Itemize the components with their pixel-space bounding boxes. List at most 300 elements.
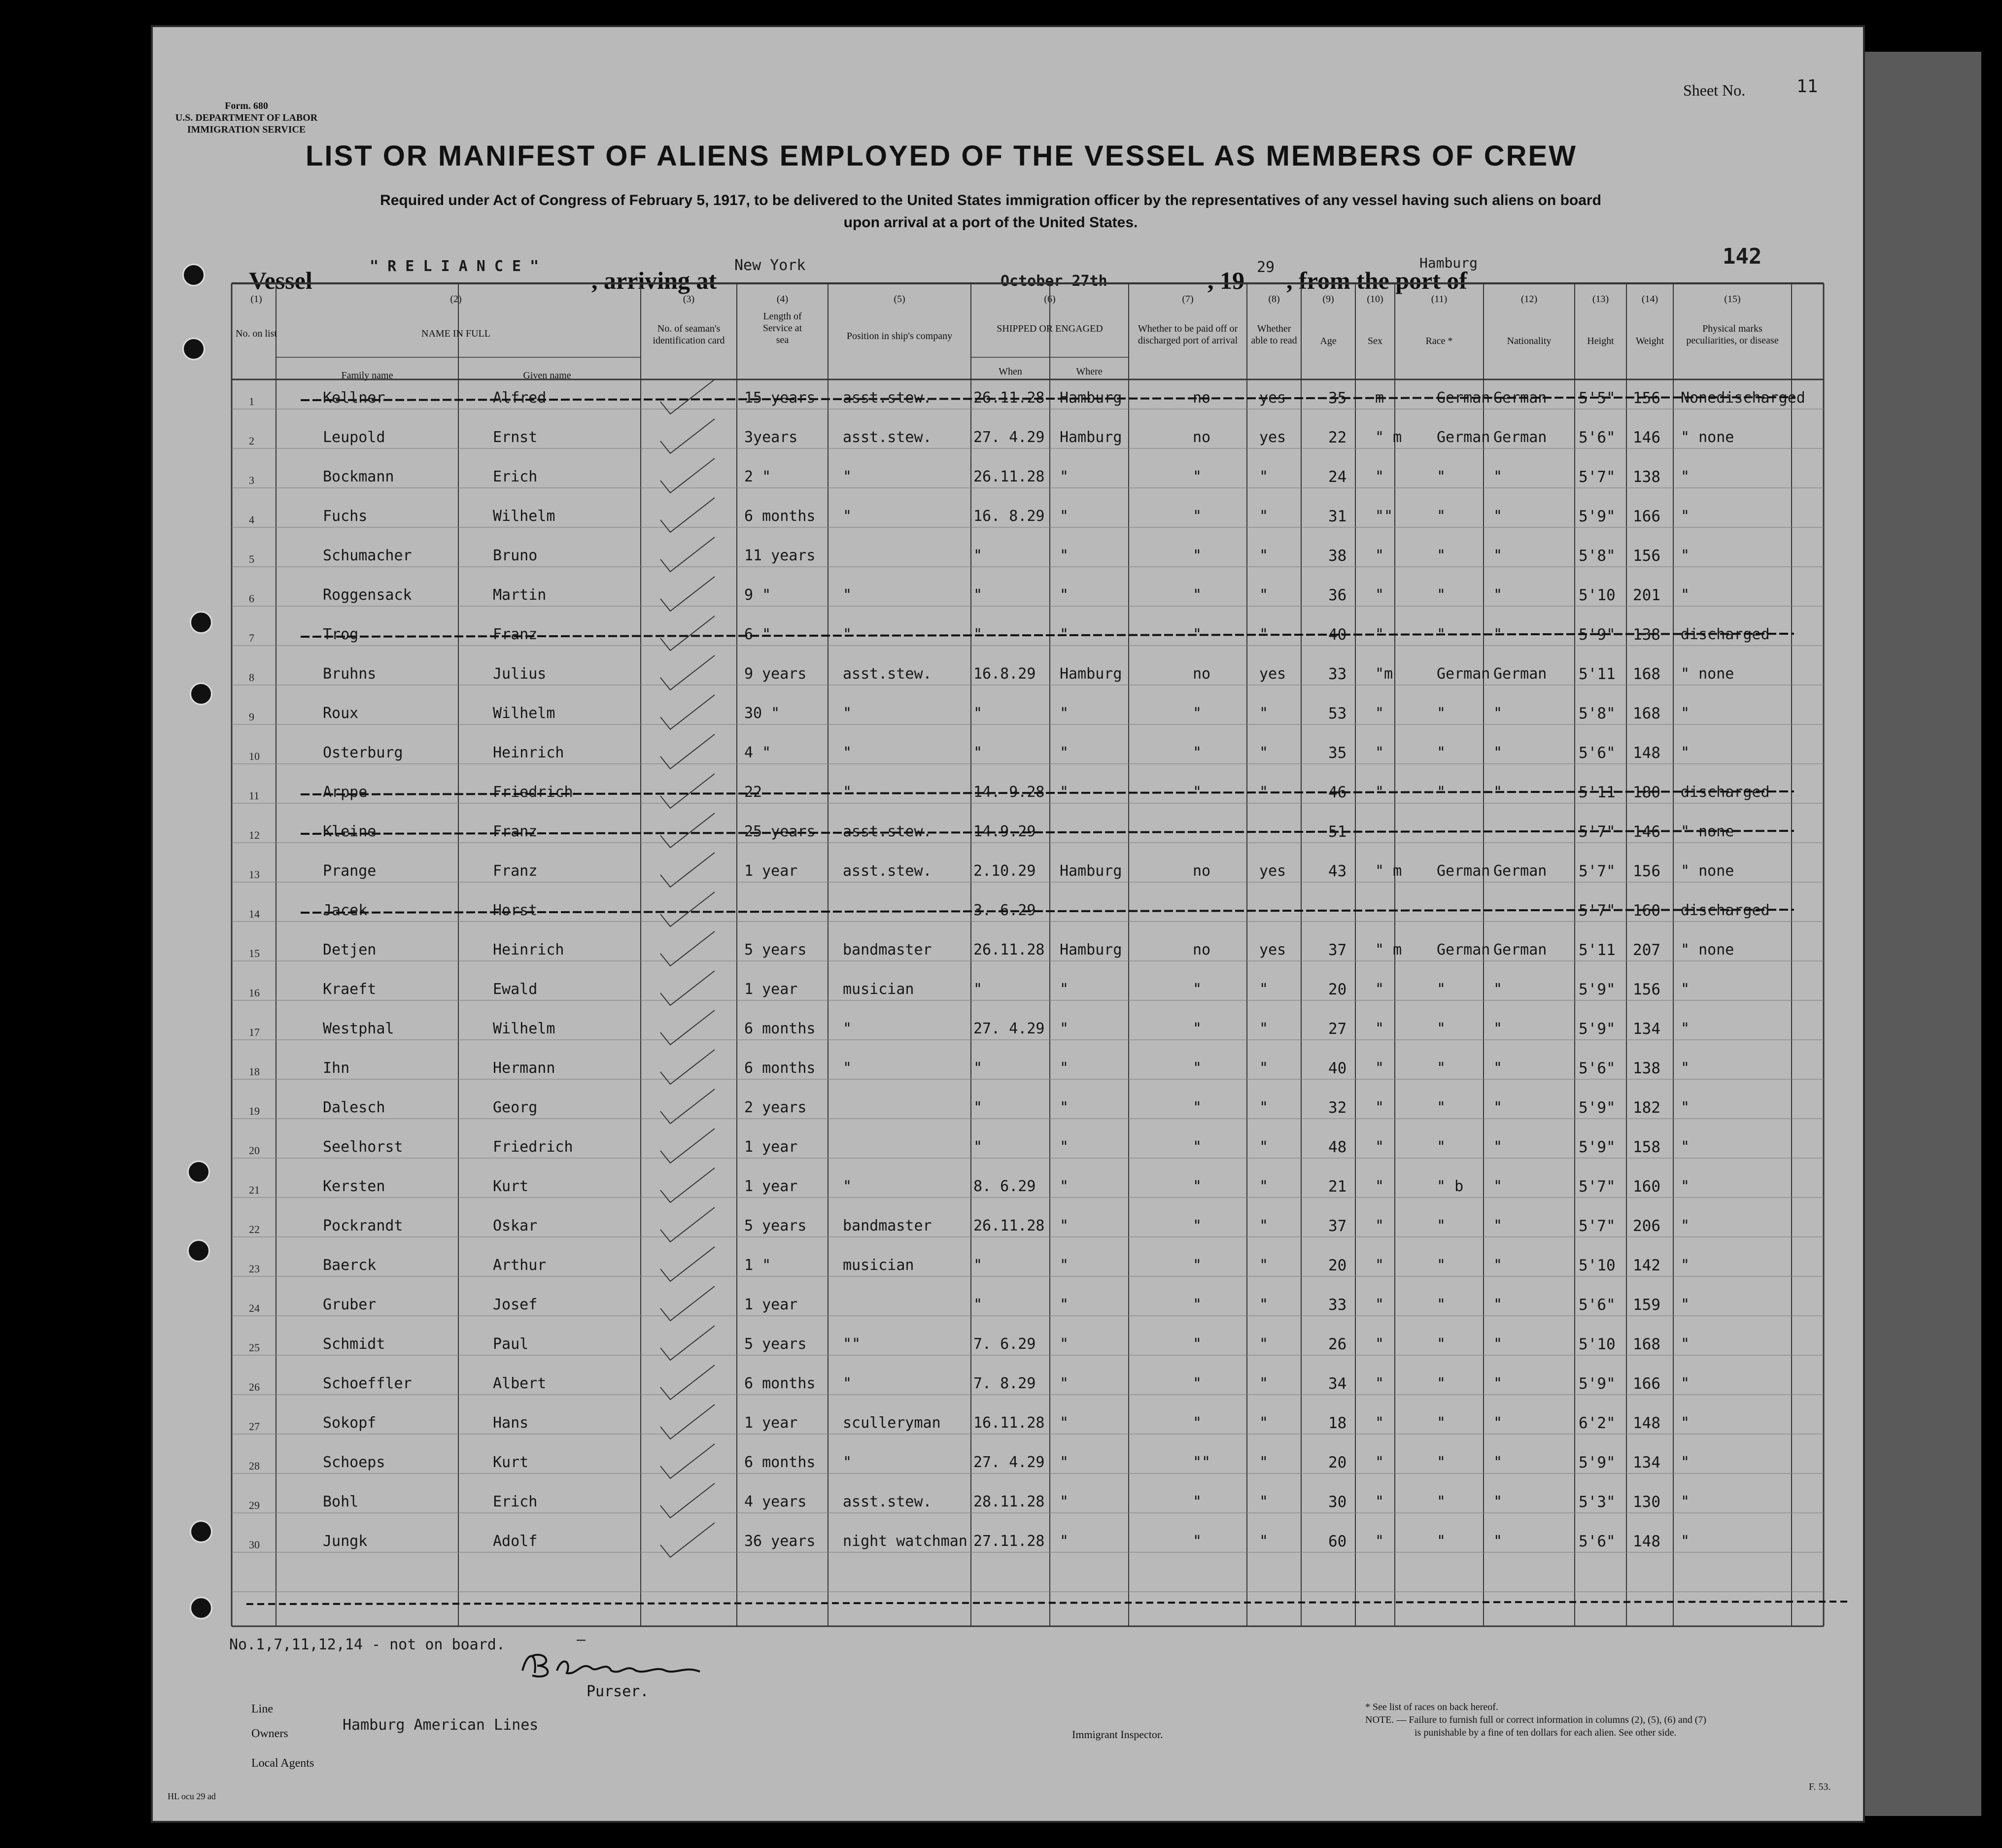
row-number: 28 [249, 1460, 260, 1472]
cell-height: 5'9" [1579, 1138, 1616, 1156]
cell-given: Wilhelm [493, 705, 555, 722]
cell-height: 5'9" [1579, 1099, 1616, 1117]
service-name: IMMIGRATION SERVICE [187, 124, 306, 135]
cell-service: 4 " [744, 744, 771, 761]
cell-paid: no [1193, 665, 1211, 683]
cell-nat: " [1493, 1493, 1503, 1510]
cell-paid: " [1193, 705, 1202, 722]
cell-when: 27. 4.29 [973, 1454, 1045, 1471]
cell-family: Gruber [323, 1296, 377, 1313]
cell-height: 5'10 [1579, 1257, 1616, 1274]
cell-where: " [1060, 784, 1069, 801]
cell-family: Ihn [323, 1060, 350, 1077]
cell-marks: discharged [1681, 902, 1770, 919]
cell-nat: " [1493, 1296, 1503, 1313]
cell-sex: " [1375, 626, 1384, 643]
binder-hole [182, 338, 205, 360]
cell-when: 16. 8.29 [973, 508, 1045, 525]
arriving-port: New York [734, 257, 806, 274]
row-number: 17 [249, 1026, 260, 1038]
cell-marks: " none [1681, 941, 1734, 958]
cell-nat: " [1493, 586, 1503, 604]
cell-weight: 156 [1633, 981, 1660, 998]
cell-height: 5'9" [1579, 508, 1616, 525]
col9-number: (9) [1322, 294, 1334, 305]
cell-height: 5'6" [1579, 744, 1616, 762]
cell-sex: " [1375, 586, 1384, 604]
cell-where: " [1060, 547, 1069, 564]
cell-when: " [973, 547, 983, 564]
sheet-label: Sheet No. [1683, 81, 1746, 99]
cell-when: 7. 8.29 [973, 1375, 1036, 1392]
cell-position: asst.stew. [843, 862, 932, 880]
cell-height: 5'7" [1579, 1178, 1616, 1196]
cell-nat: " [1493, 1217, 1503, 1234]
cell-position: " [843, 1178, 852, 1195]
cell-read: yes [1259, 429, 1286, 446]
cell-race: " [1437, 705, 1446, 722]
form-code: F. 53. [1809, 1781, 1831, 1792]
cell-where: " [1060, 1414, 1069, 1432]
cell-sex: " [1375, 784, 1384, 801]
cell-weight: 156 [1633, 862, 1660, 880]
cell-paid: "" [1193, 1454, 1211, 1471]
cell-age: 24 [1328, 468, 1347, 486]
cell-family: Leupold [323, 429, 385, 446]
cell-nat: " [1493, 547, 1503, 564]
cell-read: " [1259, 1099, 1269, 1116]
cell-paid: " [1193, 547, 1202, 564]
cell-age: 32 [1328, 1099, 1347, 1117]
cell-position: musician [843, 1257, 914, 1274]
cell-family: Pockrandt [323, 1217, 403, 1234]
cell-race: " [1437, 547, 1446, 564]
cell-weight: 148 [1633, 1414, 1660, 1432]
cell-marks: " [1681, 1178, 1690, 1195]
cell-read: yes [1259, 862, 1286, 880]
cell-position: asst.stew. [843, 665, 932, 683]
row-number: 2 [249, 435, 254, 447]
cell-weight: 160 [1633, 902, 1660, 920]
col15-header: Physical marks peculiarities, or disease [1686, 323, 1779, 346]
cell-where: Hamburg [1060, 862, 1122, 880]
col6-number: (6) [1044, 294, 1056, 305]
cell-sex: " [1375, 1533, 1384, 1550]
cell-when: 16.11.28 [973, 1414, 1045, 1432]
cell-read: " [1259, 705, 1269, 722]
col2-number: (2) [450, 294, 462, 305]
binder-hole [190, 1597, 212, 1619]
cell-service: 25 years [744, 823, 816, 840]
cell-when: 27. 4.29 [973, 1020, 1045, 1037]
cell-given: Arthur [493, 1257, 547, 1274]
cell-nat: " [1493, 784, 1503, 801]
row-number: 5 [249, 553, 254, 565]
cell-where: " [1060, 626, 1069, 643]
col15-number: (15) [1724, 294, 1741, 305]
cell-marks: " [1681, 981, 1690, 998]
cell-paid: no [1193, 941, 1211, 958]
cell-given: Wilhelm [493, 508, 555, 525]
cell-paid: " [1193, 626, 1202, 643]
cell-paid: no [1193, 389, 1211, 407]
cell-sex: " [1375, 1178, 1384, 1195]
row-number: 12 [249, 829, 260, 841]
cell-when: " [973, 1296, 983, 1313]
cell-sex: " [1375, 705, 1384, 722]
row-number: 20 [249, 1144, 260, 1157]
cell-read: " [1259, 1178, 1269, 1195]
cell-when: 26.11.28 [973, 1217, 1045, 1234]
cell-age: 20 [1328, 1454, 1347, 1472]
inspector-label: Immigrant Inspector. [1072, 1728, 1163, 1741]
cell-weight: 207 [1633, 941, 1660, 959]
cell-service: 30 " [744, 705, 780, 722]
cell-paid: " [1193, 586, 1202, 604]
cell-age: 37 [1328, 1217, 1347, 1235]
cell-sex: " [1375, 1138, 1384, 1156]
cell-service: 6 months [744, 508, 816, 525]
cell-given: Heinrich [493, 744, 564, 761]
cell-given: Erich [493, 1493, 538, 1510]
cell-where: " [1060, 508, 1069, 525]
cell-race: " [1437, 468, 1446, 485]
cell-where: " [1060, 1493, 1069, 1510]
cell-sex: " [1375, 1020, 1384, 1037]
cell-position: " [843, 705, 852, 722]
cell-age: 33 [1328, 1296, 1347, 1314]
col12-header: Nationality [1507, 336, 1552, 346]
cell-service: 11 years [744, 547, 816, 564]
cell-age: 46 [1328, 784, 1347, 801]
cell-weight: 166 [1633, 508, 1660, 525]
cell-height: 5'8" [1579, 705, 1616, 722]
cell-where: " [1060, 744, 1069, 761]
print-code: HL ocu 29 ad [168, 1791, 216, 1801]
col5-header: Position in ship's company [846, 331, 953, 342]
cell-nat: German [1493, 941, 1547, 958]
row-number: 11 [249, 789, 260, 802]
cell-family: Fuchs [323, 508, 368, 525]
cell-nat: " [1493, 1138, 1503, 1156]
col13-number: (13) [1592, 294, 1609, 305]
cell-age: 21 [1328, 1178, 1347, 1196]
cell-age: 48 [1328, 1138, 1347, 1156]
cell-age: 26 [1328, 1335, 1347, 1353]
cell-service: 2 years [744, 1099, 807, 1116]
cell-family: Schoeffler [323, 1375, 412, 1392]
col7-header: Whether to be paid off or discharged port of arrival [1138, 323, 1238, 346]
cell-given: Wilhelm [493, 1020, 555, 1037]
cell-given: Kurt [493, 1178, 529, 1195]
cell-marks: " [1681, 1217, 1690, 1234]
cell-weight: 138 [1633, 626, 1660, 644]
arrival-date: October 27th [1001, 273, 1107, 290]
cell-read: " [1259, 1414, 1269, 1432]
arriving-label: , arriving at [591, 267, 717, 294]
cell-when: 26.11.28 [973, 468, 1045, 485]
cell-sex: " m [1375, 429, 1402, 446]
col3-number: (3) [683, 294, 695, 305]
cell-sex: " [1375, 1454, 1384, 1471]
cell-paid: " [1193, 1217, 1202, 1234]
cell-race: German [1437, 941, 1490, 958]
cell-sex: " [1375, 1493, 1384, 1510]
cell-weight: 142 [1633, 1257, 1660, 1274]
cell-family: Kellner [323, 389, 385, 407]
cell-marks: " [1681, 1493, 1690, 1510]
cell-race: " [1437, 1454, 1446, 1471]
cell-sex: " [1375, 1099, 1384, 1116]
cell-height: 5'7" [1579, 468, 1616, 486]
cell-race: " [1437, 508, 1446, 525]
cell-race: " [1437, 1257, 1446, 1274]
cell-when: " [973, 1257, 983, 1274]
year-prefix: , 19 [1208, 267, 1244, 294]
cell-when: 3. 6.29 [973, 902, 1036, 919]
col1-number: (1) [250, 294, 262, 305]
cell-nat: " [1493, 508, 1503, 525]
cell-when: " [973, 1060, 983, 1077]
cell-race: " [1437, 1138, 1446, 1156]
cell-when: 27. 4.29 [973, 429, 1045, 446]
cell-height: 5'10 [1579, 586, 1616, 604]
col8-number: (8) [1268, 294, 1280, 305]
cell-marks: " [1681, 744, 1690, 761]
cell-when: " [973, 705, 983, 722]
cell-height: 5'6" [1579, 1060, 1616, 1077]
cell-age: 31 [1328, 508, 1347, 525]
cell-position: bandmaster [843, 1217, 932, 1234]
col1-header: No. on list [236, 328, 277, 339]
cell-age: 35 [1328, 744, 1347, 762]
cell-family: Bruhns [323, 665, 377, 683]
cell-service: 2 " [744, 468, 771, 485]
cell-sex: " [1375, 468, 1384, 485]
cell-given: Oskar [493, 1217, 538, 1234]
cell-when: 26.11.28 [973, 941, 1045, 958]
cell-family: Dalesch [323, 1099, 385, 1116]
cell-when: 14. 9.28 [973, 784, 1045, 801]
cell-position: night watchman [843, 1533, 967, 1550]
cell-paid: " [1193, 1060, 1202, 1077]
cell-marks: " [1681, 1138, 1690, 1156]
cell-where: Hamburg [1060, 941, 1122, 958]
cell-where: " [1060, 1217, 1069, 1234]
cell-marks: " none [1681, 429, 1734, 446]
cell-sex: " m [1375, 862, 1402, 880]
cell-given: Martin [493, 586, 547, 604]
cell-age: 33 [1328, 665, 1347, 683]
cell-service: 6 months [744, 1454, 816, 1471]
cell-service: 1 year [744, 862, 798, 880]
row-number: 26 [249, 1381, 260, 1393]
cell-sex: " [1375, 1335, 1384, 1353]
cell-race: " [1437, 784, 1446, 801]
col14-header: Weight [1635, 336, 1664, 346]
cell-height: 6'2" [1579, 1414, 1616, 1432]
cell-marks: " [1681, 1257, 1690, 1274]
cell-position: bandmaster [843, 941, 932, 958]
cell-family: Seelhorst [323, 1138, 403, 1156]
cell-position: " [843, 508, 852, 525]
cell-weight: 130 [1633, 1493, 1660, 1511]
cell-height: 5'6" [1579, 1533, 1616, 1550]
row-number: 30 [249, 1539, 260, 1551]
cell-service: 3years [744, 429, 798, 446]
cell-read: " [1259, 1020, 1269, 1037]
cell-read: " [1259, 1257, 1269, 1274]
cell-height: 5'6" [1579, 1296, 1616, 1314]
cell-sex: " [1375, 981, 1384, 998]
cell-family: Bohl [323, 1493, 359, 1510]
cell-weight: 138 [1633, 1060, 1660, 1077]
cell-race: German [1437, 429, 1490, 446]
cell-given: Horst [493, 902, 538, 919]
row-number: 10 [249, 750, 260, 762]
cell-position: musician [843, 981, 914, 998]
cell-height: 5'9" [1579, 1020, 1616, 1038]
col3-header: No. of seaman's identification card [653, 323, 725, 346]
cell-weight: 166 [1633, 1375, 1660, 1393]
cell-where: Hamburg [1060, 665, 1122, 683]
note-dash: — [577, 1631, 586, 1648]
subtitle-line-1: Required under Act of Congress of February 5, 1917, to be delivered to the United States immigration officer by the representatives of any vessel having such aliens on board [380, 192, 1601, 208]
cell-paid: " [1193, 1335, 1202, 1353]
cell-service: 36 years [744, 1533, 816, 1550]
cell-given: Ernst [493, 429, 538, 446]
cell-paid: " [1193, 981, 1202, 998]
cell-where: " [1060, 705, 1069, 722]
cell-height: 5'7" [1579, 862, 1616, 880]
from-port-label: , from the port of [1286, 267, 1468, 294]
cell-age: 27 [1328, 1020, 1347, 1038]
cell-weight: 158 [1633, 1138, 1660, 1156]
row-number: 13 [249, 868, 260, 881]
cell-marks: " none [1681, 823, 1734, 840]
cell-family: Detjen [323, 941, 377, 958]
cell-sex: " m [1375, 941, 1402, 958]
row-number: 4 [249, 513, 254, 526]
cell-family: Schumacher [323, 547, 412, 564]
row-number: 6 [249, 592, 254, 605]
cell-nat: " [1493, 1335, 1503, 1353]
cell-height: 5'10 [1579, 1335, 1616, 1353]
cell-sex: " [1375, 1414, 1384, 1432]
cell-race: " [1437, 1414, 1446, 1432]
cell-marks: " [1681, 1296, 1690, 1313]
cell-when: 7. 6.29 [973, 1335, 1036, 1353]
cell-family: Schmidt [323, 1335, 385, 1353]
cell-race: German [1437, 665, 1490, 683]
cell-sex: "m [1375, 665, 1393, 683]
cell-position: " [843, 784, 852, 801]
cell-given: Friedrich [493, 784, 573, 801]
cell-service: 1 year [744, 981, 798, 998]
cell-given: Ewald [493, 981, 538, 998]
cell-service: 1 year [744, 1296, 798, 1313]
departure-port: Hamburg [1419, 255, 1478, 271]
cell-height: 5'7" [1579, 1217, 1616, 1235]
cell-family: Osterburg [323, 744, 403, 761]
cell-age: 38 [1328, 547, 1347, 565]
binder-hole [190, 611, 212, 634]
cell-read: " [1259, 586, 1269, 604]
cell-height: 5'9" [1579, 1454, 1616, 1472]
cell-sex: " [1375, 1060, 1384, 1077]
cell-paid: " [1193, 1138, 1202, 1156]
cell-paid: " [1193, 1296, 1202, 1313]
cell-position: " [843, 468, 852, 485]
cell-given: Alfred [493, 389, 547, 407]
cell-marks: " [1681, 1454, 1690, 1471]
cell-service: 5 years [744, 1217, 807, 1234]
cell-read: " [1259, 981, 1269, 998]
row-number: 24 [249, 1302, 260, 1314]
cell-weight: 159 [1633, 1296, 1660, 1314]
col10-header: Sex [1368, 336, 1382, 346]
col2-header: NAME IN FULL [421, 328, 490, 339]
cell-given: Paul [493, 1335, 529, 1353]
cell-age: 43 [1328, 862, 1347, 880]
cell-read: " [1259, 1335, 1269, 1353]
cell-position: asst.stew. [843, 429, 932, 446]
cell-where: Hamburg [1060, 389, 1122, 407]
cell-family: Kraeft [323, 981, 377, 998]
cell-age: 30 [1328, 1493, 1347, 1511]
cell-height: 5'9" [1579, 981, 1616, 998]
row-number: 29 [249, 1499, 260, 1511]
cell-where: " [1060, 1099, 1069, 1116]
cell-nat: German [1493, 862, 1547, 880]
col9-header: Age [1320, 336, 1337, 346]
cell-service: 1 year [744, 1178, 798, 1195]
cell-when: " [973, 981, 983, 998]
cell-where: " [1060, 1020, 1069, 1037]
cell-position: " [843, 1060, 852, 1077]
col12-number: (12) [1520, 294, 1538, 305]
cell-age: 60 [1328, 1533, 1347, 1550]
cell-position: asst.stew. [843, 823, 932, 840]
cell-weight: 148 [1633, 744, 1660, 762]
cell-given: Franz [493, 862, 538, 880]
cell-race: " [1437, 744, 1446, 761]
cell-where: " [1060, 1375, 1069, 1392]
races-note: * See list of races on back hereof. [1365, 1702, 1498, 1712]
cell-race: " [1437, 1335, 1446, 1353]
cell-age: 36 [1328, 586, 1347, 604]
cell-read: " [1259, 508, 1269, 525]
cell-weight: 148 [1633, 1533, 1660, 1550]
col5-number: (5) [894, 294, 905, 305]
cell-height: 5'9" [1579, 626, 1616, 644]
cell-height: 5'11 [1579, 941, 1616, 959]
cell-given: Friedrich [493, 1138, 573, 1156]
cell-where: " [1060, 1454, 1069, 1471]
cell-marks: " [1681, 1335, 1690, 1353]
cell-when: " [973, 626, 983, 643]
cell-read: " [1259, 1493, 1269, 1510]
row-number: 1 [249, 395, 254, 408]
cell-nat: " [1493, 1257, 1503, 1274]
cell-paid: " [1193, 1375, 1202, 1392]
cell-position: " [843, 1020, 852, 1037]
cell-service: 1 " [744, 1257, 771, 1274]
cell-given: Georg [493, 1099, 538, 1116]
cell-age: 40 [1328, 626, 1347, 644]
row-number: 16 [249, 987, 260, 999]
cell-paid: " [1193, 1178, 1202, 1195]
